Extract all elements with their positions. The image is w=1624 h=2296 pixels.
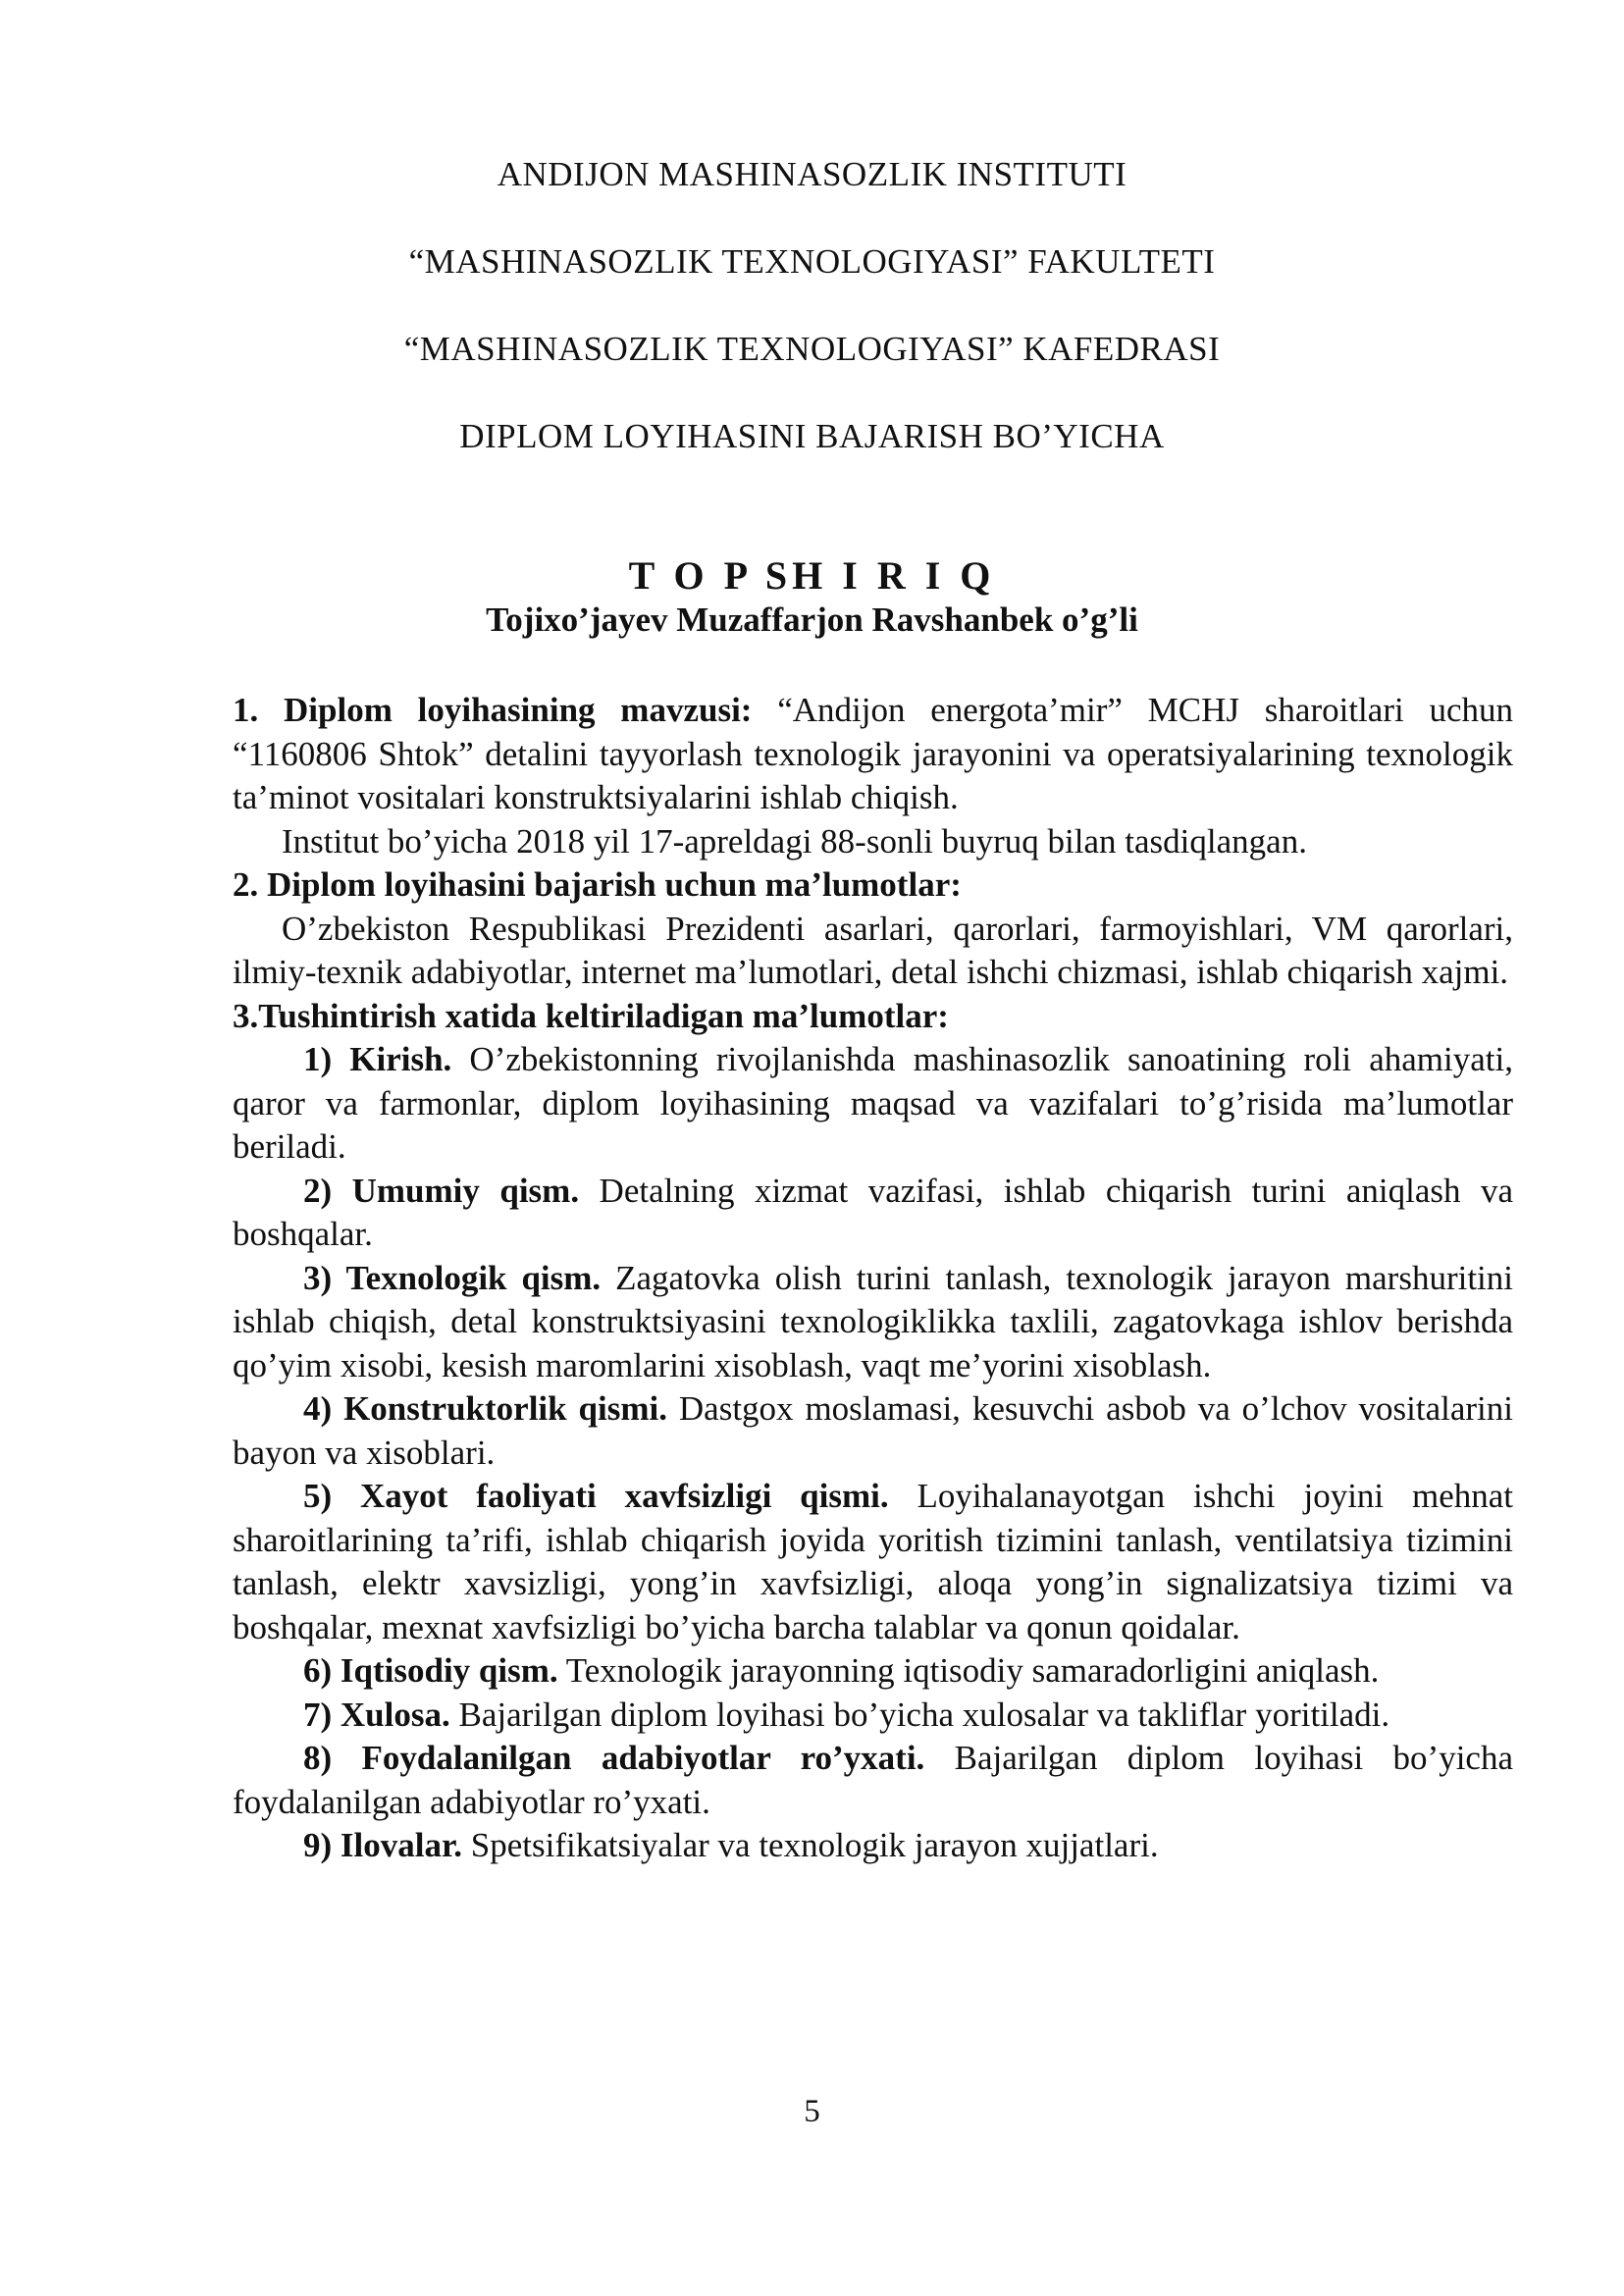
list-item-label: 1) Kirish. [303, 1040, 452, 1078]
page-number: 5 [804, 2094, 820, 2129]
list-item-iqtisodiy-qism [233, 1649, 1513, 1694]
list-item-label: 5) Xayot faoliyati xavfsizligi qismi. [303, 1477, 889, 1515]
list-item-label: 6) Iqtisodiy qism. [303, 1651, 558, 1690]
section-1-heading: 1. Diplom loyihasining mavzusi: [233, 691, 753, 729]
list-item-text: Spetsifikatsiyalar va texnologik jarayon xujjatlari. [462, 1826, 1159, 1864]
student-name: Tojixo’jayev Muzaffarjon Ravshanbek o’g’li [486, 600, 1138, 639]
list-item-text: Texnologik jarayonning iqtisodiy samaradorligini aniqlash. [557, 1651, 1380, 1690]
section-3-heading [233, 995, 1513, 1039]
list-item-text: Zagatovka olish turini tanlash, texnologik jarayon marshuritini ishlab chiqish, detal konstruktsiyasini texnologiklikka taxlili, zagatovkaga ishlov berishda qo’yim xisobi, kesish maromlarini xisoblash, vaqt me’yorini xisoblash. [233, 1258, 1513, 1384]
section-2-text: O’zbekiston Respublikasi Prezidenti asarlari, qarorlari, farmoyishlari, VM qarorlari, ilmiy-texnik adabiyotlar, internet ma’lumotlari, detal ishchi chizmasi, ishlab chiqarish xajmi. [233, 909, 1513, 991]
list-item-text: Bajarilgan diplom loyihasi bo’yicha xulosalar va takliflar yoritiladi. [449, 1695, 1390, 1734]
list-item-xulosa [233, 1694, 1513, 1738]
list-item-label: 2) Umumiy qism. [303, 1171, 580, 1210]
faculty-name: “MASHINASOZLIK TEXNOLOGIYASI” FAKULTETI [408, 242, 1216, 281]
section-1-approval: Institut bo’yicha 2018 yil 17-apreldagi 88-sonli buyruq bilan tasdiqlangan. [282, 821, 1307, 861]
list-item-label: 8) Foydalanilgan adabiyotlar ro’yxati. [303, 1739, 925, 1777]
list-item-label: 9) Ilovalar. [303, 1826, 463, 1864]
list-item-label: 7) Xulosa. [303, 1695, 450, 1734]
department-name: “MASHINASOZLIK TEXNOLOGIYASI” KAFEDRASI [403, 330, 1221, 368]
document-title: T O P SH I R I Q [628, 553, 996, 598]
list-item-text: Dastgox moslamasi, kesuvchi asbob va o’lchov vositalarini bayon va xisoblari. [233, 1389, 1513, 1472]
section-2-heading-text: 2. Diplom loyihasini bajarish uchun ma’lumotlar: [233, 865, 962, 904]
list-item-text: Loyihalanayotgan ishchi joyini mehnat sharoitlarining ta’rifi, ishlab chiqarish joyida yoritish tizimini tanlash, ventilatsiya tizimini tanlash, elektr xavsizligi, yong’in xavfsizligi, aloqa yong’in signalizatsiya tizimi va boshqalar, mexnat xavfsizligi bo’yicha barcha talablar va qonun qoidalar. [233, 1477, 1514, 1646]
section-2-heading [233, 863, 1513, 908]
list-item-texnologik-qism [233, 1257, 1513, 1388]
list-item-kirish [233, 1038, 1513, 1170]
list-item-umumiy-qism [233, 1170, 1513, 1257]
section-3-heading-text: 3.Tushintirish xatida keltiriladigan ma’lumotlar: [233, 996, 949, 1035]
list-item-label: 4) Konstruktorlik qismi. [303, 1389, 667, 1428]
list-item-text: Bajarilgan diplom loyihasi bo’yicha foydalanilgan adabiyotlar ro’yxati. [233, 1739, 1513, 1821]
list-item-text: O’zbekistonning rivojlanishda mashinasozlik sanoatining roli ahamiyati, qaror va farmonlar, diplom loyihasining maqsad va vazifalari to’g’risida ma’lumotlar beriladi. [233, 1040, 1513, 1166]
list-item-text: Detalning xizmat vazifasi, ishlab chiqarish turini aniqlash va boshqalar. [233, 1171, 1513, 1253]
document-body [233, 689, 1513, 1868]
document-purpose: DIPLOM LOYIHASINI BAJARISH BO’YICHA [459, 417, 1165, 455]
section-1-topic [233, 689, 1513, 820]
list-item-label: 3) Texnologik qism. [303, 1258, 602, 1297]
list-item-adabiyotlar [233, 1737, 1513, 1824]
institute-name: ANDIJON MASHINASOZLIK INSTITUTI [497, 155, 1127, 193]
list-item-konstruktorlik-qismi [233, 1387, 1513, 1475]
section-1-text: “Andijon energota’mir” MCHJ sharoitlari uchun “1160806 Shtok” detalini tayyorlash texnologik jarayonini va operatsiyalarining texnologik ta’minot vositalari konstruktsiyalarini ishlab chiqish. [233, 691, 1513, 816]
list-item-xayot-faoliyati [233, 1475, 1513, 1649]
list-item-ilovalar [233, 1824, 1513, 1868]
